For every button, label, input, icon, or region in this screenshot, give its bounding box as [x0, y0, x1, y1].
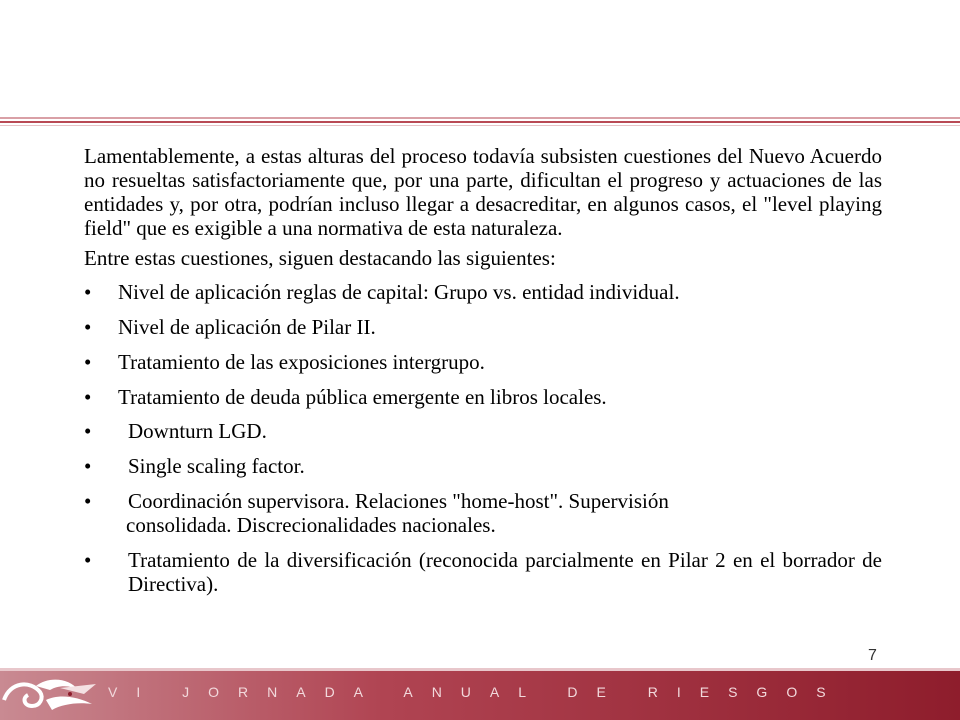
list-item-text: Coordinación supervisora. Relaciones "home-host". Supervisión: [128, 489, 669, 514]
list-item-text: Tratamiento de deuda pública emergente en libros locales.: [118, 384, 607, 409]
list-item-text: Single scaling factor.: [128, 454, 305, 479]
list-item: [84, 386, 882, 410]
list-item-text: Tratamiento de las exposiciones intergrupo.: [118, 349, 485, 374]
list-item: [84, 490, 882, 538]
intro-paragraph: Lamentablemente, a estas alturas del proceso todavía subsisten cuestiones del Nuevo Acuerdo no resueltas satisfactoriamente que, por una parte, dificultan el progreso y actuaciones de las entidades y, por otra, podrían incluso llegar a desacreditar, en algunos casos, el "level playing field" que es exigible a una normativa de esta naturaleza.: [84, 144, 882, 240]
issues-list: [84, 281, 882, 597]
list-item: [84, 351, 882, 375]
dragon-logo-icon: [0, 670, 100, 720]
bullet-icon: •: [84, 454, 92, 479]
bullet-icon: •: [84, 314, 92, 339]
slide-body: [84, 145, 882, 608]
list-item-text: Downturn LGD.: [128, 419, 267, 444]
bullet-icon: •: [84, 419, 92, 444]
list-item: [84, 455, 882, 479]
page-number: 7: [868, 647, 877, 664]
footer-stripe: [0, 668, 960, 671]
list-item-text: Nivel de aplicación reglas de capital: Grupo vs. entidad individual.: [118, 279, 680, 304]
bullet-icon: •: [84, 384, 92, 409]
list-item: [84, 549, 882, 597]
header-rule-accent: [0, 121, 960, 123]
list-item: [84, 316, 882, 340]
footer-title: VI JORNADA ANUAL DE RIESGOS: [108, 684, 845, 700]
bullet-icon: •: [84, 279, 92, 304]
header-rule-faint: [0, 125, 960, 126]
list-item-text: Tratamiento de la diversificación (reconocida parcialmente en Pilar 2 en el borrador de Directiva).: [128, 548, 882, 597]
list-item-text: Nivel de aplicación de Pilar II.: [118, 314, 376, 339]
list-item: [84, 281, 882, 305]
bullet-icon: •: [84, 548, 92, 573]
list-intro: Entre estas cuestiones, siguen destacando las siguientes:: [84, 245, 556, 270]
list-item: [84, 420, 882, 444]
list-item-text-continued: consolidada. Discrecionalidades nacionales.: [126, 513, 496, 538]
bullet-icon: •: [84, 489, 92, 514]
bullet-icon: •: [84, 349, 92, 374]
header-rule-light: [0, 117, 960, 119]
